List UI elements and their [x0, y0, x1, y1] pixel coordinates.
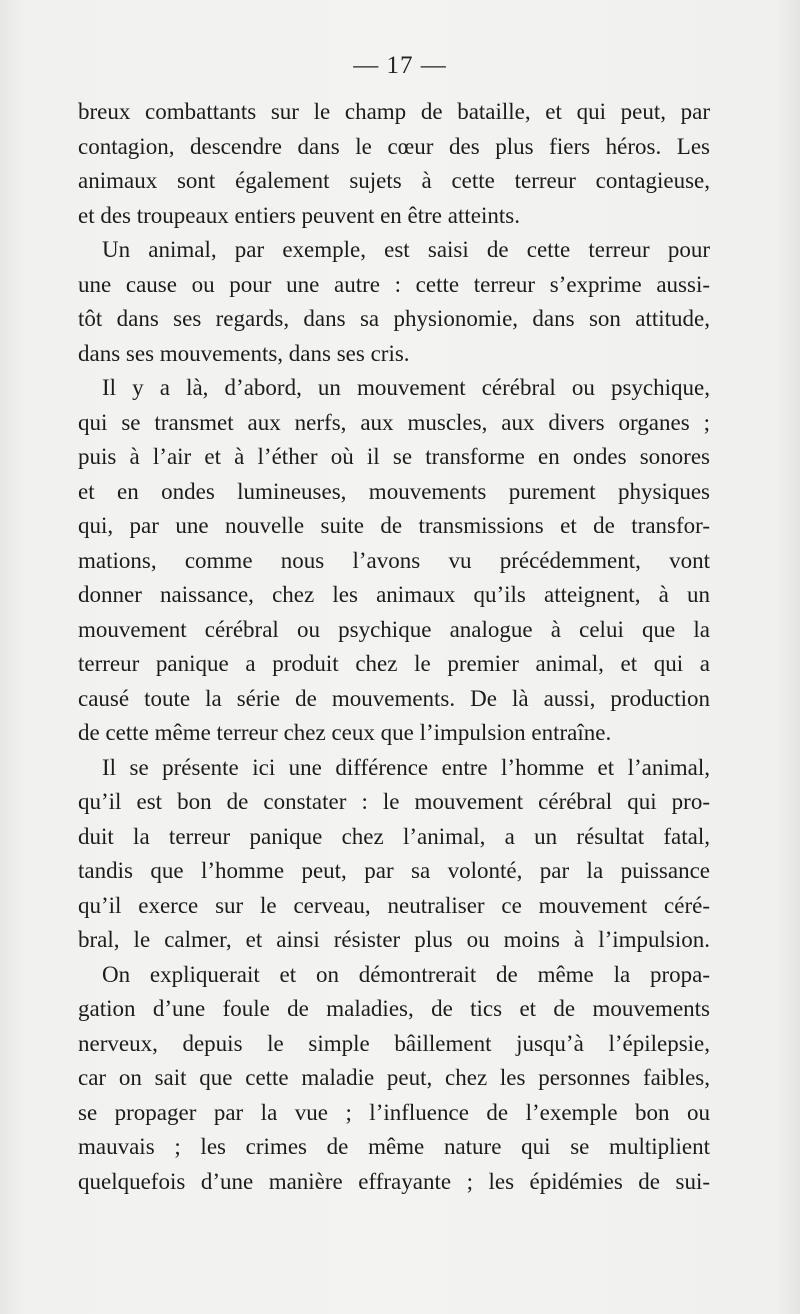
text-line: mauvais ; les crimes de même nature qui se multiplient [78, 1134, 710, 1159]
text-line: et des troupeaux entiers peuvent en être atteints. [78, 202, 520, 228]
body-text [78, 95, 710, 1199]
text-line: bral, le calmer, et ainsi résister plus ou moins à l’impulsion. [78, 927, 710, 952]
text-line: duit la terreur panique chez l’animal, a un résultat fatal, [78, 823, 710, 849]
text-line: breux combattants sur le champ de bataille, et qui peut, par [78, 99, 710, 124]
text-line: une cause ou pour une autre : cette terreur s’exprime aussi- [78, 271, 710, 297]
text-line: se propager par la vue ; l’influence de l’exemple bon ou [78, 1099, 710, 1125]
text-line: mouvement cérébral ou psychique analogue à celui que la [78, 616, 710, 642]
text-line: tandis que l’homme peut, par sa volonté, par la puissance [78, 858, 710, 883]
text-line: qui se transmet aux nerfs, aux muscles, aux divers organes ; [78, 409, 710, 435]
page-number: — 17 — [353, 52, 447, 79]
text-line: causé toute la série de mouvements. De là aussi, production [78, 685, 710, 711]
text-line: tôt dans ses regards, dans sa physionomie, dans son attitude, [78, 306, 710, 331]
text-line: Il se présente ici une différence entre l’homme et l’animal, [102, 754, 710, 780]
text-line: animaux sont également sujets à cette terreur contagieuse, [78, 168, 710, 193]
text-line: de cette même terreur chez ceux que l’impulsion entraîne. [78, 720, 612, 745]
text-line: car on sait que cette maladie peut, chez les personnes faibles, [78, 1065, 710, 1090]
text-line: Un animal, par exemple, est saisi de cette terreur pour [102, 237, 710, 262]
text-line: qu’il exerce sur le cerveau, neutraliser ce mouvement céré- [78, 892, 710, 918]
text-line: gation d’une foule de maladies, de tics et de mouvements [78, 996, 710, 1021]
text-line: puis à l’air et à l’éther où il se transforme en ondes sonores [78, 444, 710, 469]
text-line: terreur panique a produit chez le premier animal, et qui a [78, 651, 710, 676]
text-line: qu’il est bon de constater : le mouvement cérébral qui pro- [78, 789, 710, 814]
text-line: qui, par une nouvelle suite de transmissions et de transfor- [78, 513, 710, 538]
text-line: quelquefois d’une manière effrayante ; les épidémies de sui- [78, 1168, 710, 1194]
text-line: nerveux, depuis le simple bâillement jusqu’à l’épilepsie, [78, 1030, 710, 1056]
text-line: donner naissance, chez les animaux qu’ils atteignent, à un [78, 582, 710, 607]
text-line: mations, comme nous l’avons vu précédemment, vont [78, 547, 710, 573]
text-line: dans ses mouvements, dans ses cris. [78, 340, 410, 366]
text-line: Il y a là, d’abord, un mouvement cérébral ou psychique, [102, 375, 710, 400]
text-line: contagion, descendre dans le cœur des plus fiers héros. Les [78, 133, 710, 159]
text-line: On expliquerait et on démontrerait de même la propa- [102, 961, 710, 987]
text-line: et en ondes lumineuses, mouvements purement physiques [78, 478, 710, 504]
